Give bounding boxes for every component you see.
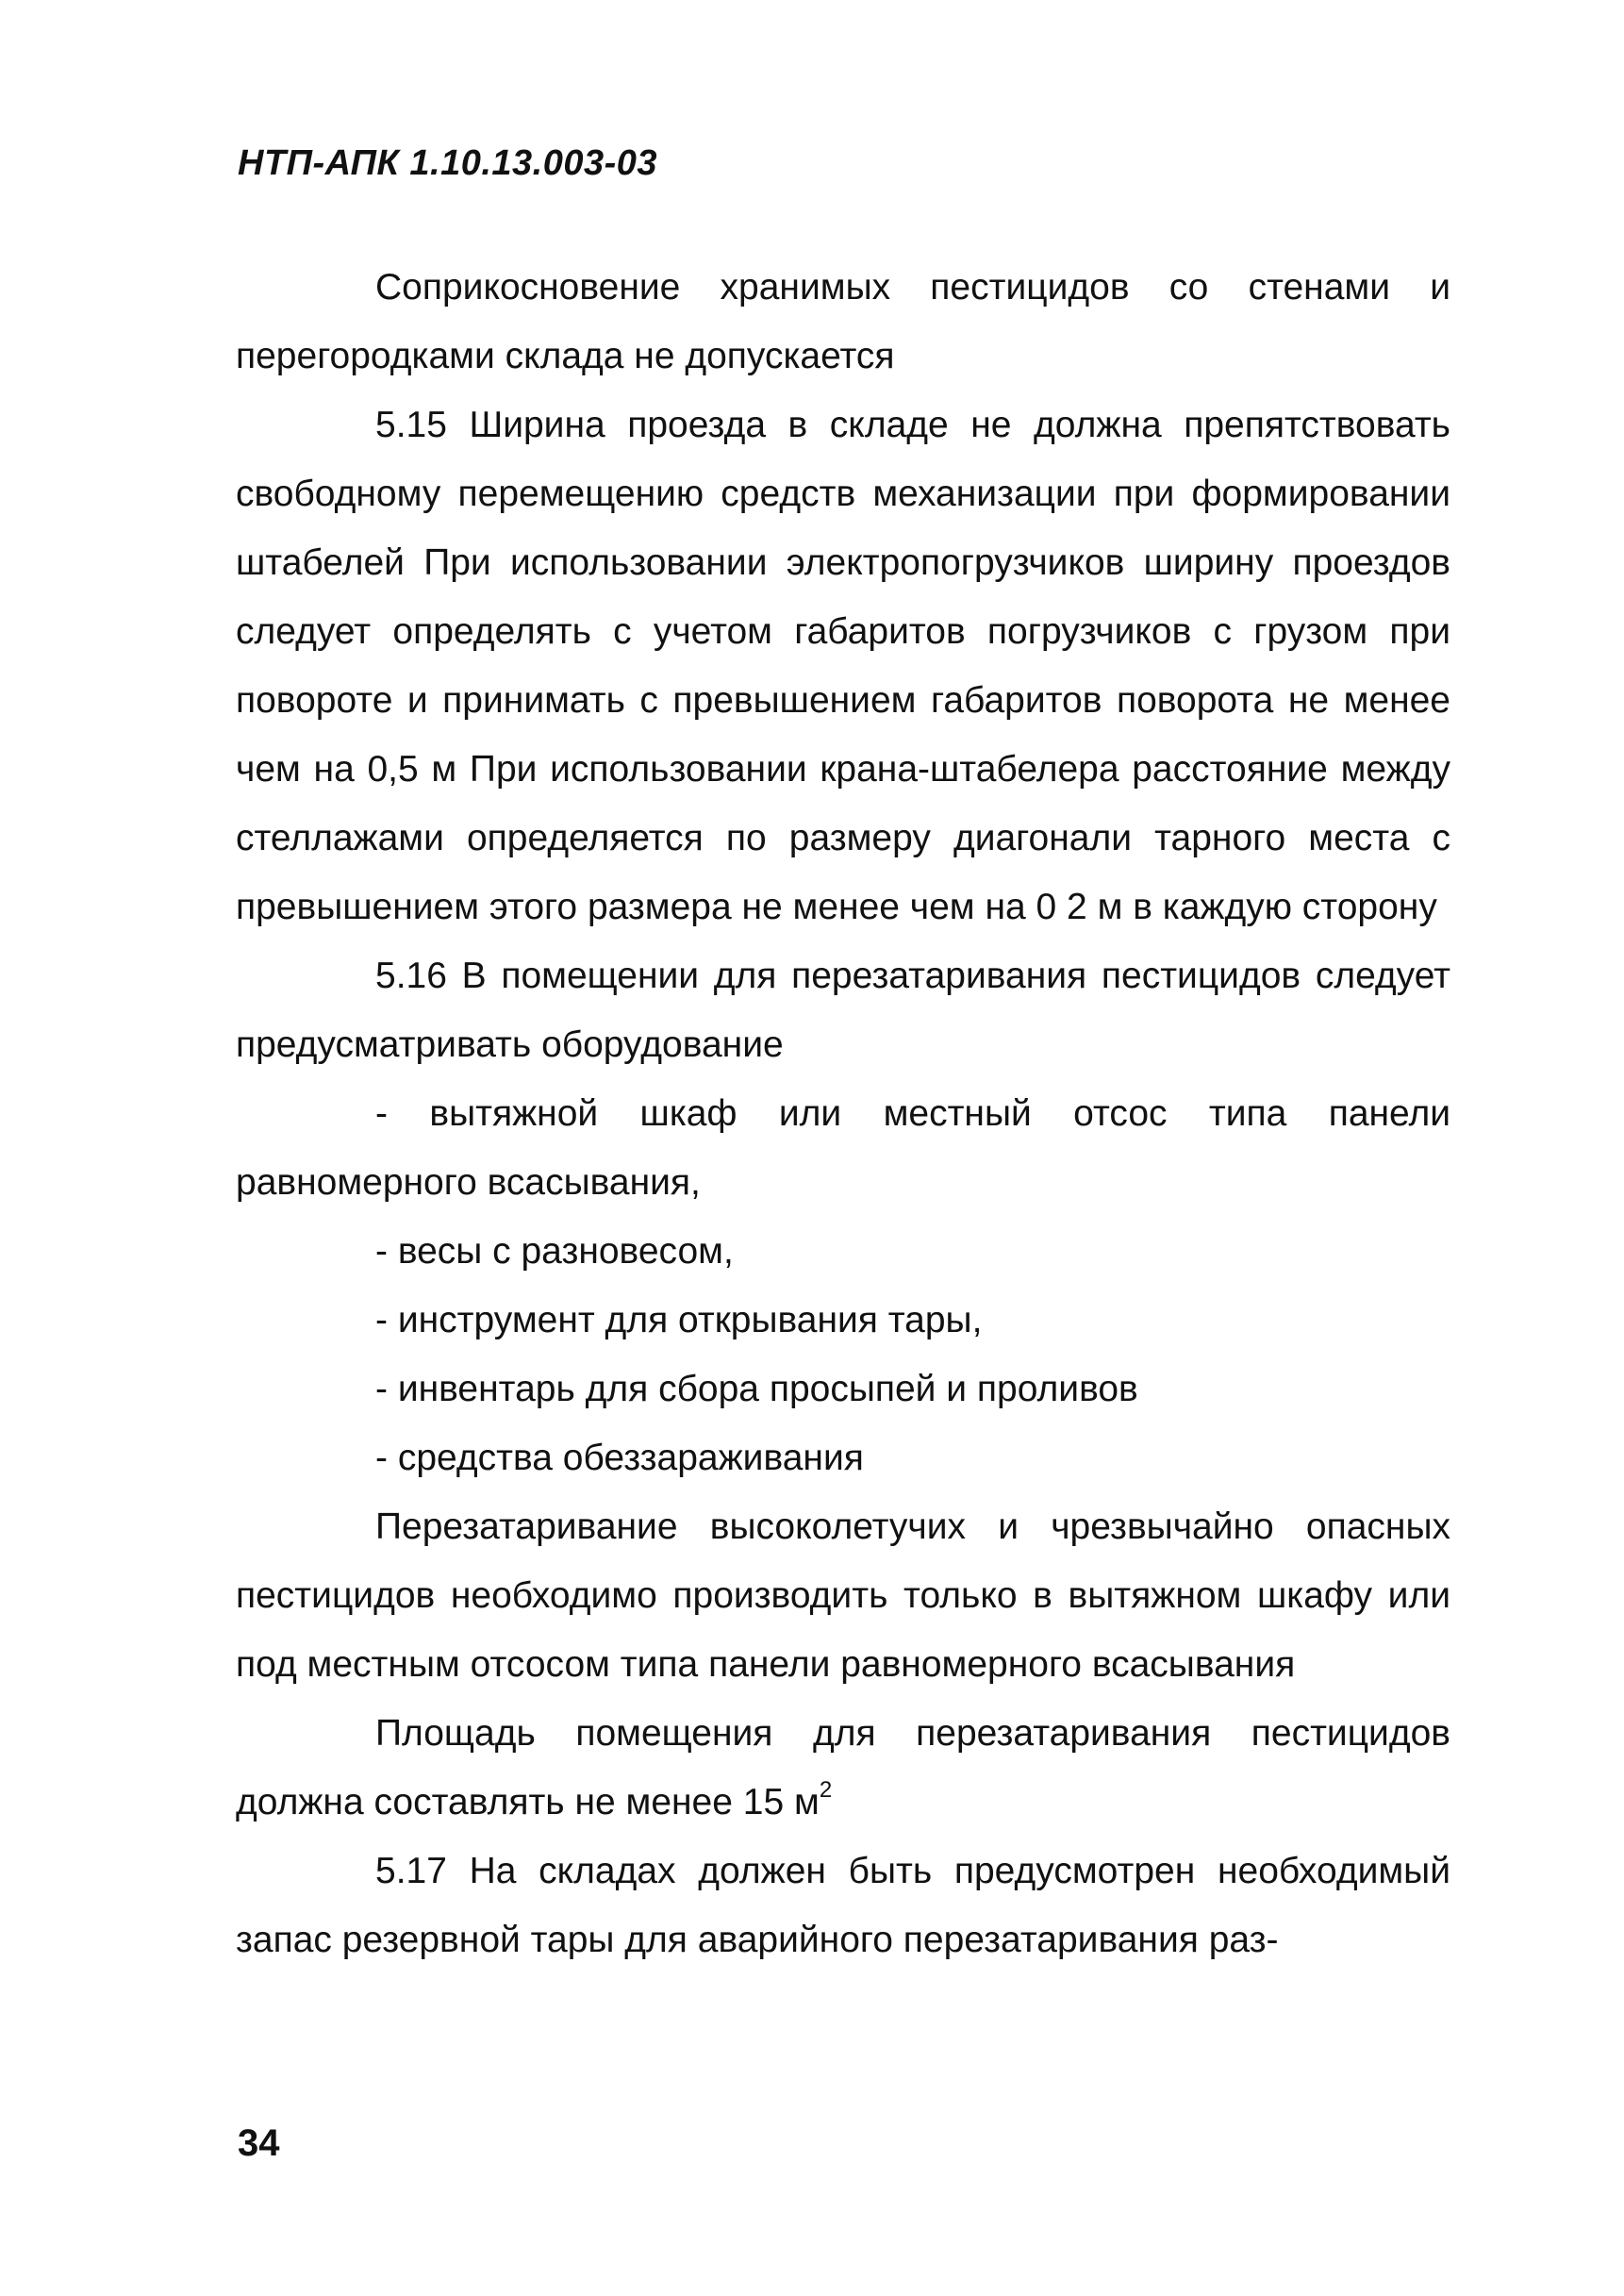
page-number: 34 xyxy=(238,2122,280,2164)
paragraph-5-17: 5.17 На складах должен быть предусмотрен необходимый запас резервной тары для аварийного перезатаривания раз- xyxy=(236,1851,1450,1960)
paragraph-room-area xyxy=(236,1699,1450,1837)
list-item: - инструмент для открывания тары, xyxy=(375,1300,983,1340)
paragraph-repackaging-volatile: Перезатаривание высоколетучих и чрезвычайно опасных пестицидов необходимо производить только в вытяжном шкафу или под местным отсосом типа панели равномерного всасывания xyxy=(236,1506,1450,1685)
square-superscript: 2 xyxy=(819,1777,833,1803)
paragraph-5-15: 5.15 Ширина проезда в складе не должна препятствовать свободному перемещению средств механизации при формировании штабелей При использовании электропогрузчиков ширину проездов следует определять с учетом габаритов погрузчиков с грузом при повороте и принимать с превышением габаритов поворота не менее чем на 0,5 м При использовании крана-штабелера расстояние между стеллажами определяется по размеру диагонали тарного места с превышением этого размера не менее чем на 0 2 м в каждую сторону xyxy=(236,405,1450,927)
equipment-list xyxy=(236,1079,1450,1492)
list-item: - весы с разновесом, xyxy=(375,1231,734,1272)
room-area-text: Площадь помещения для перезатаривания пестицидов должна составлять не менее 15 м xyxy=(236,1713,1450,1822)
document-code-header: НТП-АПК 1.10.13.003-03 xyxy=(238,143,658,183)
list-item: - вытяжной шкаф или местный отсос типа панели равномерного всасывания, xyxy=(236,1093,1450,1203)
list-item: - инвентарь для сбора просыпей и проливов xyxy=(375,1369,1138,1409)
paragraph-pesticide-contact: Соприкосновение хранимых пестицидов со стенами и перегородками склада не допускается xyxy=(236,267,1450,376)
paragraph-5-16: 5.16 В помещении для перезатаривания пестицидов следует предусматривать оборудование xyxy=(236,956,1450,1065)
list-item: - средства обеззараживания xyxy=(375,1438,864,1478)
body-text xyxy=(236,253,1450,1974)
